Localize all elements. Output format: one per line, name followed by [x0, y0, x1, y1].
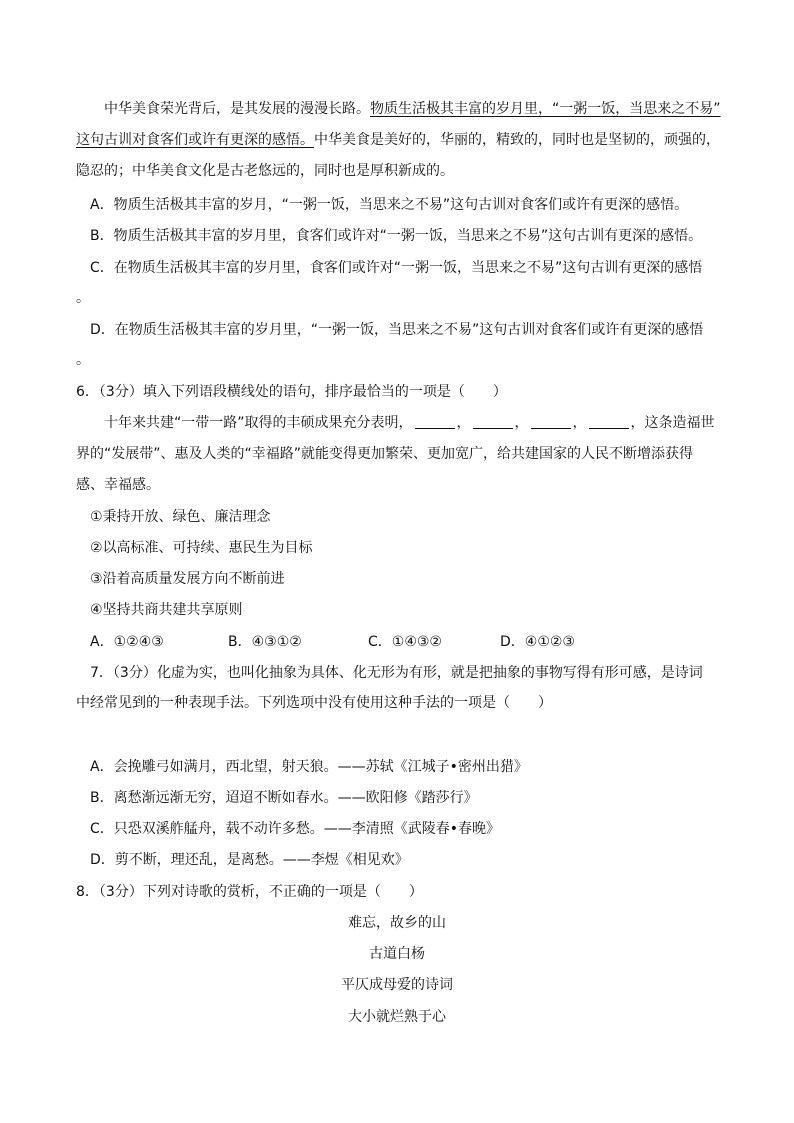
q5-option-a: A．物质生活极其丰富的岁月，“一粥一饭，当思来之不易”这句古训对食客们或许有更深的感悟。: [90, 197, 689, 213]
q5-option-c: C．在物质生活极其丰富的岁月里，食客们或许对“一粥一饭，当思来之不易”这句古训有更深的感悟: [90, 260, 703, 276]
q8-poem-line-4: 大小就烂熟于心: [348, 1009, 446, 1025]
q7-option-d: D．剪不断，理还乱，是离愁。——李煜《相见欢》: [90, 852, 409, 868]
q6-sentence-1: ①秉持开放、绿色、廉洁理念: [90, 509, 271, 525]
q5-underlined-sentence-cont: 这句古训对食客们或许有更深的感悟。: [76, 132, 314, 148]
q6-sentence-4: ④坚持共商共建共享原则: [90, 602, 243, 618]
q5-underlined-sentence: 物质生活极其丰富的岁月里，“一粥一饭，当思来之不易”: [370, 101, 721, 117]
q7-option-b: B．离愁渐远渐无穷，迢迢不断如春水。——欧阳修《踏莎行》: [90, 790, 478, 806]
q6-blank-3: [531, 414, 571, 429]
q5-passage-line-1: [104, 98, 721, 120]
q6-option-b: B．④③①②: [228, 634, 302, 650]
q7-stem-line-1: 7．（3分）化虚为实，也叫化抽象为具体、化无形为有形，就是把抽象的事物写得有形可感，是诗词: [90, 665, 703, 681]
q5-option-d: D．在物质生活极其丰富的岁月里，“一粥一饭，当思来之不易”这句古训对食客们或许有更深的感悟: [90, 322, 704, 338]
q5-passage-line-2: [76, 129, 720, 151]
q5-option-b: B．物质生活极其丰富的岁月里，食客们或许对“一粥一饭，当思来之不易”这句古训有更深的感悟。: [90, 228, 703, 244]
q5-passage-text: 中华美食荣光背后，是其发展的漫漫长路。: [104, 101, 370, 117]
q6-comma: ，: [572, 415, 587, 431]
q6-option-d: D．④①②③: [500, 634, 575, 650]
q6-option-a: A．①②④③: [90, 634, 164, 650]
q6-passage-line-2: 界的“发展带”、惠及人类的“幸福路”就能变得更加繁荣、更加宽广，给共建国家的人民不断增添获得: [76, 446, 694, 462]
q8-poem-line-2: 古道白杨: [369, 946, 425, 962]
q5-option-c-tail: 。: [76, 290, 90, 306]
q6-sentence-2: ②以高标准、可持续、惠民生为目标: [90, 540, 313, 556]
q6-passage-line-3: 感、幸福感。: [76, 477, 160, 493]
q6-blank-2: [473, 414, 513, 429]
q6-option-c: C．①④③②: [368, 634, 442, 650]
q8-poem-line-3: 平仄成母爱的诗词: [341, 977, 453, 993]
q6-sentence-3: ③沿着高质量发展方向不断前进: [90, 571, 285, 587]
q5-passage-line-3: 隐忍的；中华美食文化是古老悠远的，同时也是厚积新成的。: [76, 163, 454, 179]
q6-passage-line-1: [104, 412, 715, 434]
q7-option-c: C．只恐双溪舴艋舟，载不动许多愁。——李清照《武陵春•春晚》: [90, 821, 501, 837]
q6-passage-text-end: ，这条造福世: [630, 415, 715, 431]
q6-comma: ，: [456, 415, 471, 431]
q6-stem: 6．（3分）填入下列语段横线处的语句，排序最恰当的一项是（ ）: [76, 384, 507, 400]
q5-option-d-tail: 。: [76, 352, 90, 368]
q8-stem: 8．（3分）下列对诗歌的赏析，不正确的一项是（ ）: [76, 884, 423, 900]
q8-poem-line-1: 难忘，故乡的山: [348, 915, 446, 931]
q5-passage-text-2: 中华美食是美好的，华丽的，精致的，同时也是坚韧的，顽强的，: [314, 132, 720, 148]
q7-stem-line-2: 中经常见到的一种表现手法。下列选项中没有使用这种手法的一项是（ ）: [76, 695, 552, 711]
q7-option-a: A．会挽雕弓如满月，西北望，射天狼。——苏轼《江城子•密州出猎》: [90, 759, 528, 775]
q6-blank-1: [415, 414, 455, 429]
q6-blank-4: [589, 414, 629, 429]
q6-passage-text: 十年来共建“一带一路”取得的丰硕成果充分表明，: [104, 415, 413, 431]
q6-comma: ，: [514, 415, 529, 431]
